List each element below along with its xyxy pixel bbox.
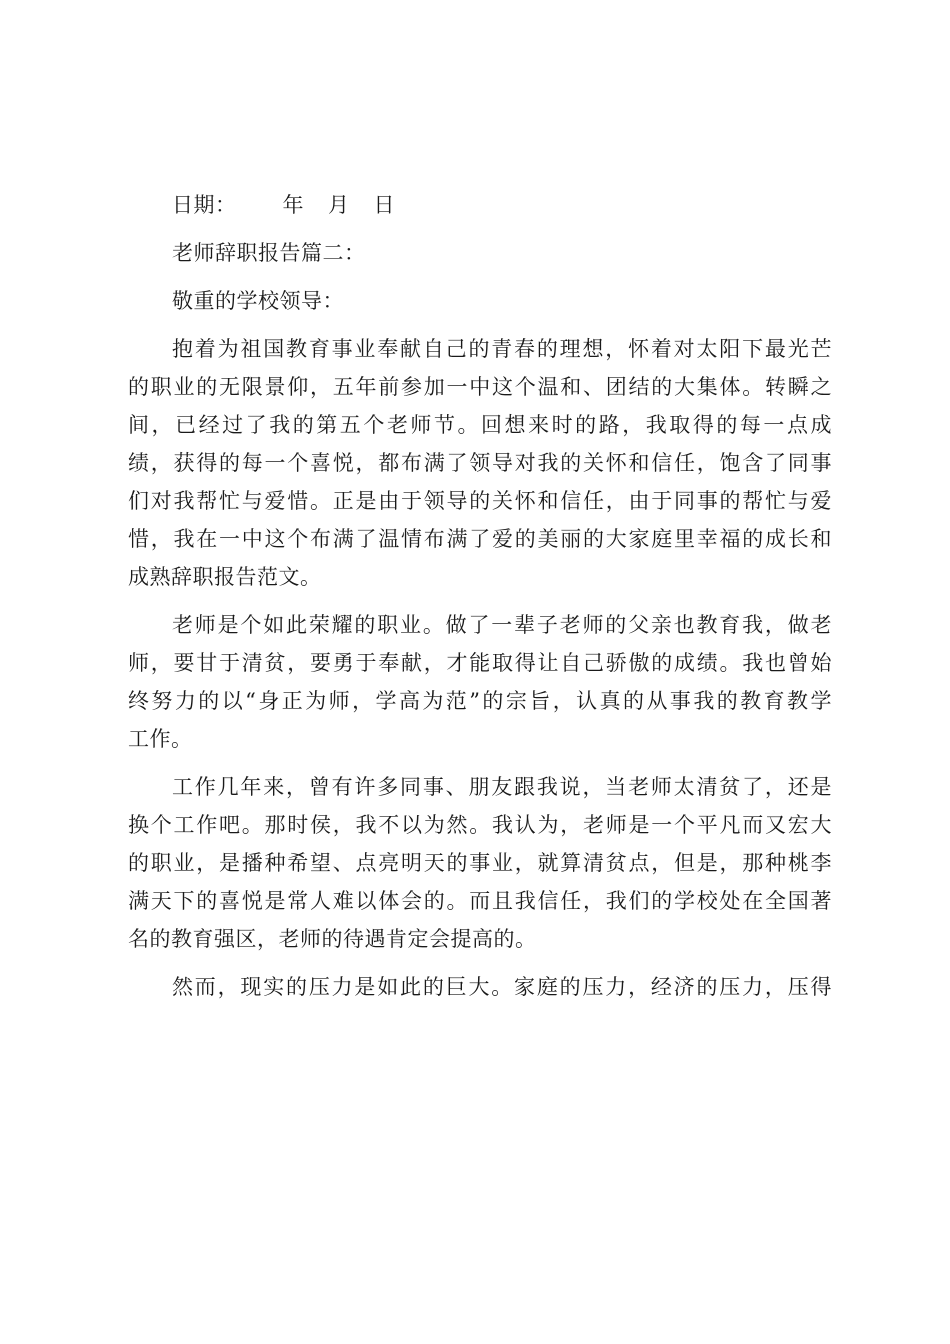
paragraph-line: 老师是个如此荣耀的职业。做了一辈子老师的父亲也教育我，做老 (172, 613, 832, 637)
paragraph-line: 成熟辞职报告范文。 (128, 565, 322, 589)
paragraph-line: 间，已经过了我的第五个老师节。回想来时的路，我取得的每一点成 (128, 413, 832, 437)
paragraph-line: 终努力的以“身正为师，学高为范”的宗旨，认真的从事我的教育教学 (128, 689, 832, 713)
paragraph-4 (128, 968, 832, 1006)
paragraph-line: 的职业，是播种希望、点亮明天的事业，就算清贫点，但是，那种桃李 (128, 851, 832, 875)
paragraph-2 (128, 606, 832, 758)
date-label: 日期： (172, 193, 237, 217)
salutation: 敬重的学校领导： (172, 289, 344, 313)
paragraph-line: 满天下的喜悦是常人难以体会的。而且我信任，我们的学校处在全国著 (128, 889, 832, 913)
paragraph-line: 然而，现实的压力是如此的巨大。家庭的压力，经济的压力，压得 (172, 975, 832, 999)
paragraph-3 (128, 768, 832, 958)
date-year: 年 (282, 193, 304, 217)
date-day: 日 (373, 193, 395, 217)
paragraph-line: 师，要甘于清贫，要勇于奉献，才能取得让自己骄傲的成绩。我也曾始 (128, 651, 832, 675)
section-title: 老师辞职报告篇二： (172, 241, 366, 265)
paragraph-line: 换个工作吧。那时侯，我不以为然。我认为，老师是一个平凡而又宏大 (128, 813, 832, 837)
date-month: 月 (328, 193, 350, 217)
paragraph-line: 工作几年来，曾有许多同事、朋友跟我说，当老师太清贫了，还是 (172, 775, 832, 799)
paragraph-line: 惜，我在一中这个布满了温情布满了爱的美丽的大家庭里幸福的成长和 (128, 527, 832, 551)
paragraph-line: 工作。 (128, 727, 193, 751)
paragraph-1 (128, 330, 832, 596)
paragraph-line: 绩，获得的每一个喜悦，都布满了领导对我的关怀和信任，饱含了同事 (128, 451, 832, 475)
paragraph-line: 抱着为祖国教育事业奉献自己的青春的理想，怀着对太阳下最光芒 (172, 337, 832, 361)
document-body (128, 186, 832, 1016)
date-line (128, 186, 832, 224)
paragraph-line: 们对我帮忙与爱惜。正是由于领导的关怀和信任，由于同事的帮忙与爱 (128, 489, 832, 513)
paragraph-line: 名的教育强区，老师的待遇肯定会提高的。 (128, 927, 537, 951)
paragraph-line: 的职业的无限景仰，五年前参加一中这个温和、团结的大集体。转瞬之 (128, 375, 832, 399)
